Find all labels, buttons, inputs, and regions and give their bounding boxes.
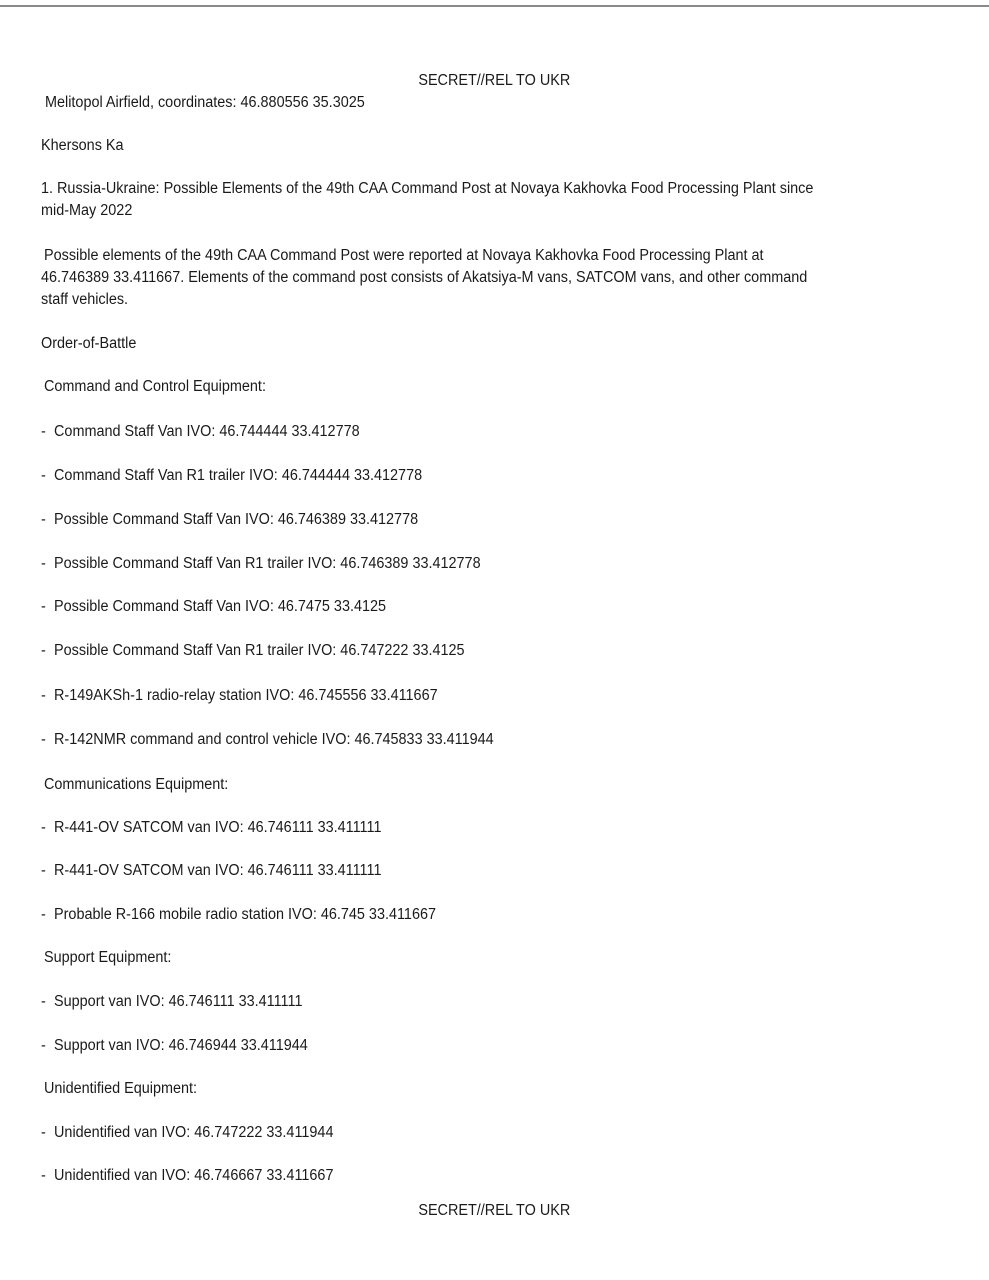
list-item-text: R-441-OV SATCOM van IVO: 46.746111 33.411111 [54,862,382,879]
list-item-text: Support van IVO: 46.746111 33.411111 [54,993,303,1010]
item-title: 1. Russia-Ukraine: Possible Elements of the 49th CAA Command Post at Novaya Kakhovka Food Processing Plant since [41,180,814,197]
bullet-dash: - [41,819,46,836]
list-item [41,554,481,574]
list-item-text: Probable R-166 mobile radio station IVO: 46.745 33.411667 [54,906,437,923]
classification-header: SECRET//REL TO UKR [418,72,571,89]
bullet-dash: - [41,555,46,572]
list-item [41,1036,308,1056]
list-item-text: R-441-OV SATCOM van IVO: 46.746111 33.411111 [54,819,382,836]
list-item [41,730,494,750]
bullet-dash: - [41,993,46,1010]
list-item [41,861,381,881]
bullet-dash: - [41,906,46,923]
list-item [41,1166,333,1186]
bullet-dash: - [41,467,46,484]
list-item [41,422,360,442]
list-item [41,641,465,661]
section-heading: Support Equipment: [44,949,172,966]
classification-footer: SECRET//REL TO UKR [418,1202,571,1219]
list-item-text: R-142NMR command and control vehicle IVO: 46.745833 33.411944 [54,731,494,748]
list-item-text: Possible Command Staff Van R1 trailer IVO: 46.747222 33.4125 [54,642,465,659]
bullet-dash: - [41,1037,46,1054]
bullet-dash: - [41,511,46,528]
bullet-dash: - [41,423,46,440]
bullet-dash: - [41,731,46,748]
list-item-text: Command Staff Van IVO: 46.744444 33.412778 [54,423,360,440]
section-heading: Communications Equipment: [44,776,229,793]
list-item [41,597,386,617]
list-item [41,905,436,925]
list-item-text: Command Staff Van R1 trailer IVO: 46.744444 33.412778 [54,467,423,484]
list-item [41,686,438,706]
list-item-text: Unidentified van IVO: 46.746667 33.411667 [54,1167,334,1184]
list-item-text: Support van IVO: 46.746944 33.411944 [54,1037,308,1054]
bullet-dash: - [41,862,46,879]
list-item-text: Possible Command Staff Van IVO: 46.746389 33.412778 [54,511,419,528]
item-title: mid-May 2022 [41,202,133,219]
bullet-dash: - [41,642,46,659]
bullet-dash: - [41,598,46,615]
bullet-dash: - [41,1124,46,1141]
list-item-text: R-149AKSh-1 radio-relay station IVO: 46.745556 33.411667 [54,687,438,704]
paragraph-line: 46.746389 33.411667. Elements of the command post consists of Akatsiya-M vans, SATCOM vans, and other command [41,269,808,286]
list-item [41,818,381,838]
section-heading: Command and Control Equipment: [44,378,266,395]
list-item [41,510,418,530]
paragraph-line: Possible elements of the 49th CAA Command Post were reported at Novaya Kakhovka Food Processing Plant at [44,247,764,264]
paragraph-line: staff vehicles. [41,291,129,308]
list-item [41,1123,333,1143]
order-of-battle-heading: Order-of-Battle [41,335,137,352]
intro-line: Khersons Ka [41,137,124,154]
bullet-dash: - [41,687,46,704]
section-heading: Unidentified Equipment: [44,1080,198,1097]
bullet-dash: - [41,1167,46,1184]
list-item-text: Unidentified van IVO: 46.747222 33.411944 [54,1124,334,1141]
scan-edge-line [0,5,989,7]
list-item [41,466,422,486]
intro-line: Melitopol Airfield, coordinates: 46.880556 35.3025 [45,94,365,111]
list-item-text: Possible Command Staff Van R1 trailer IVO: 46.746389 33.412778 [54,555,481,572]
list-item-text: Possible Command Staff Van IVO: 46.7475 33.4125 [54,598,387,615]
list-item [41,992,302,1012]
